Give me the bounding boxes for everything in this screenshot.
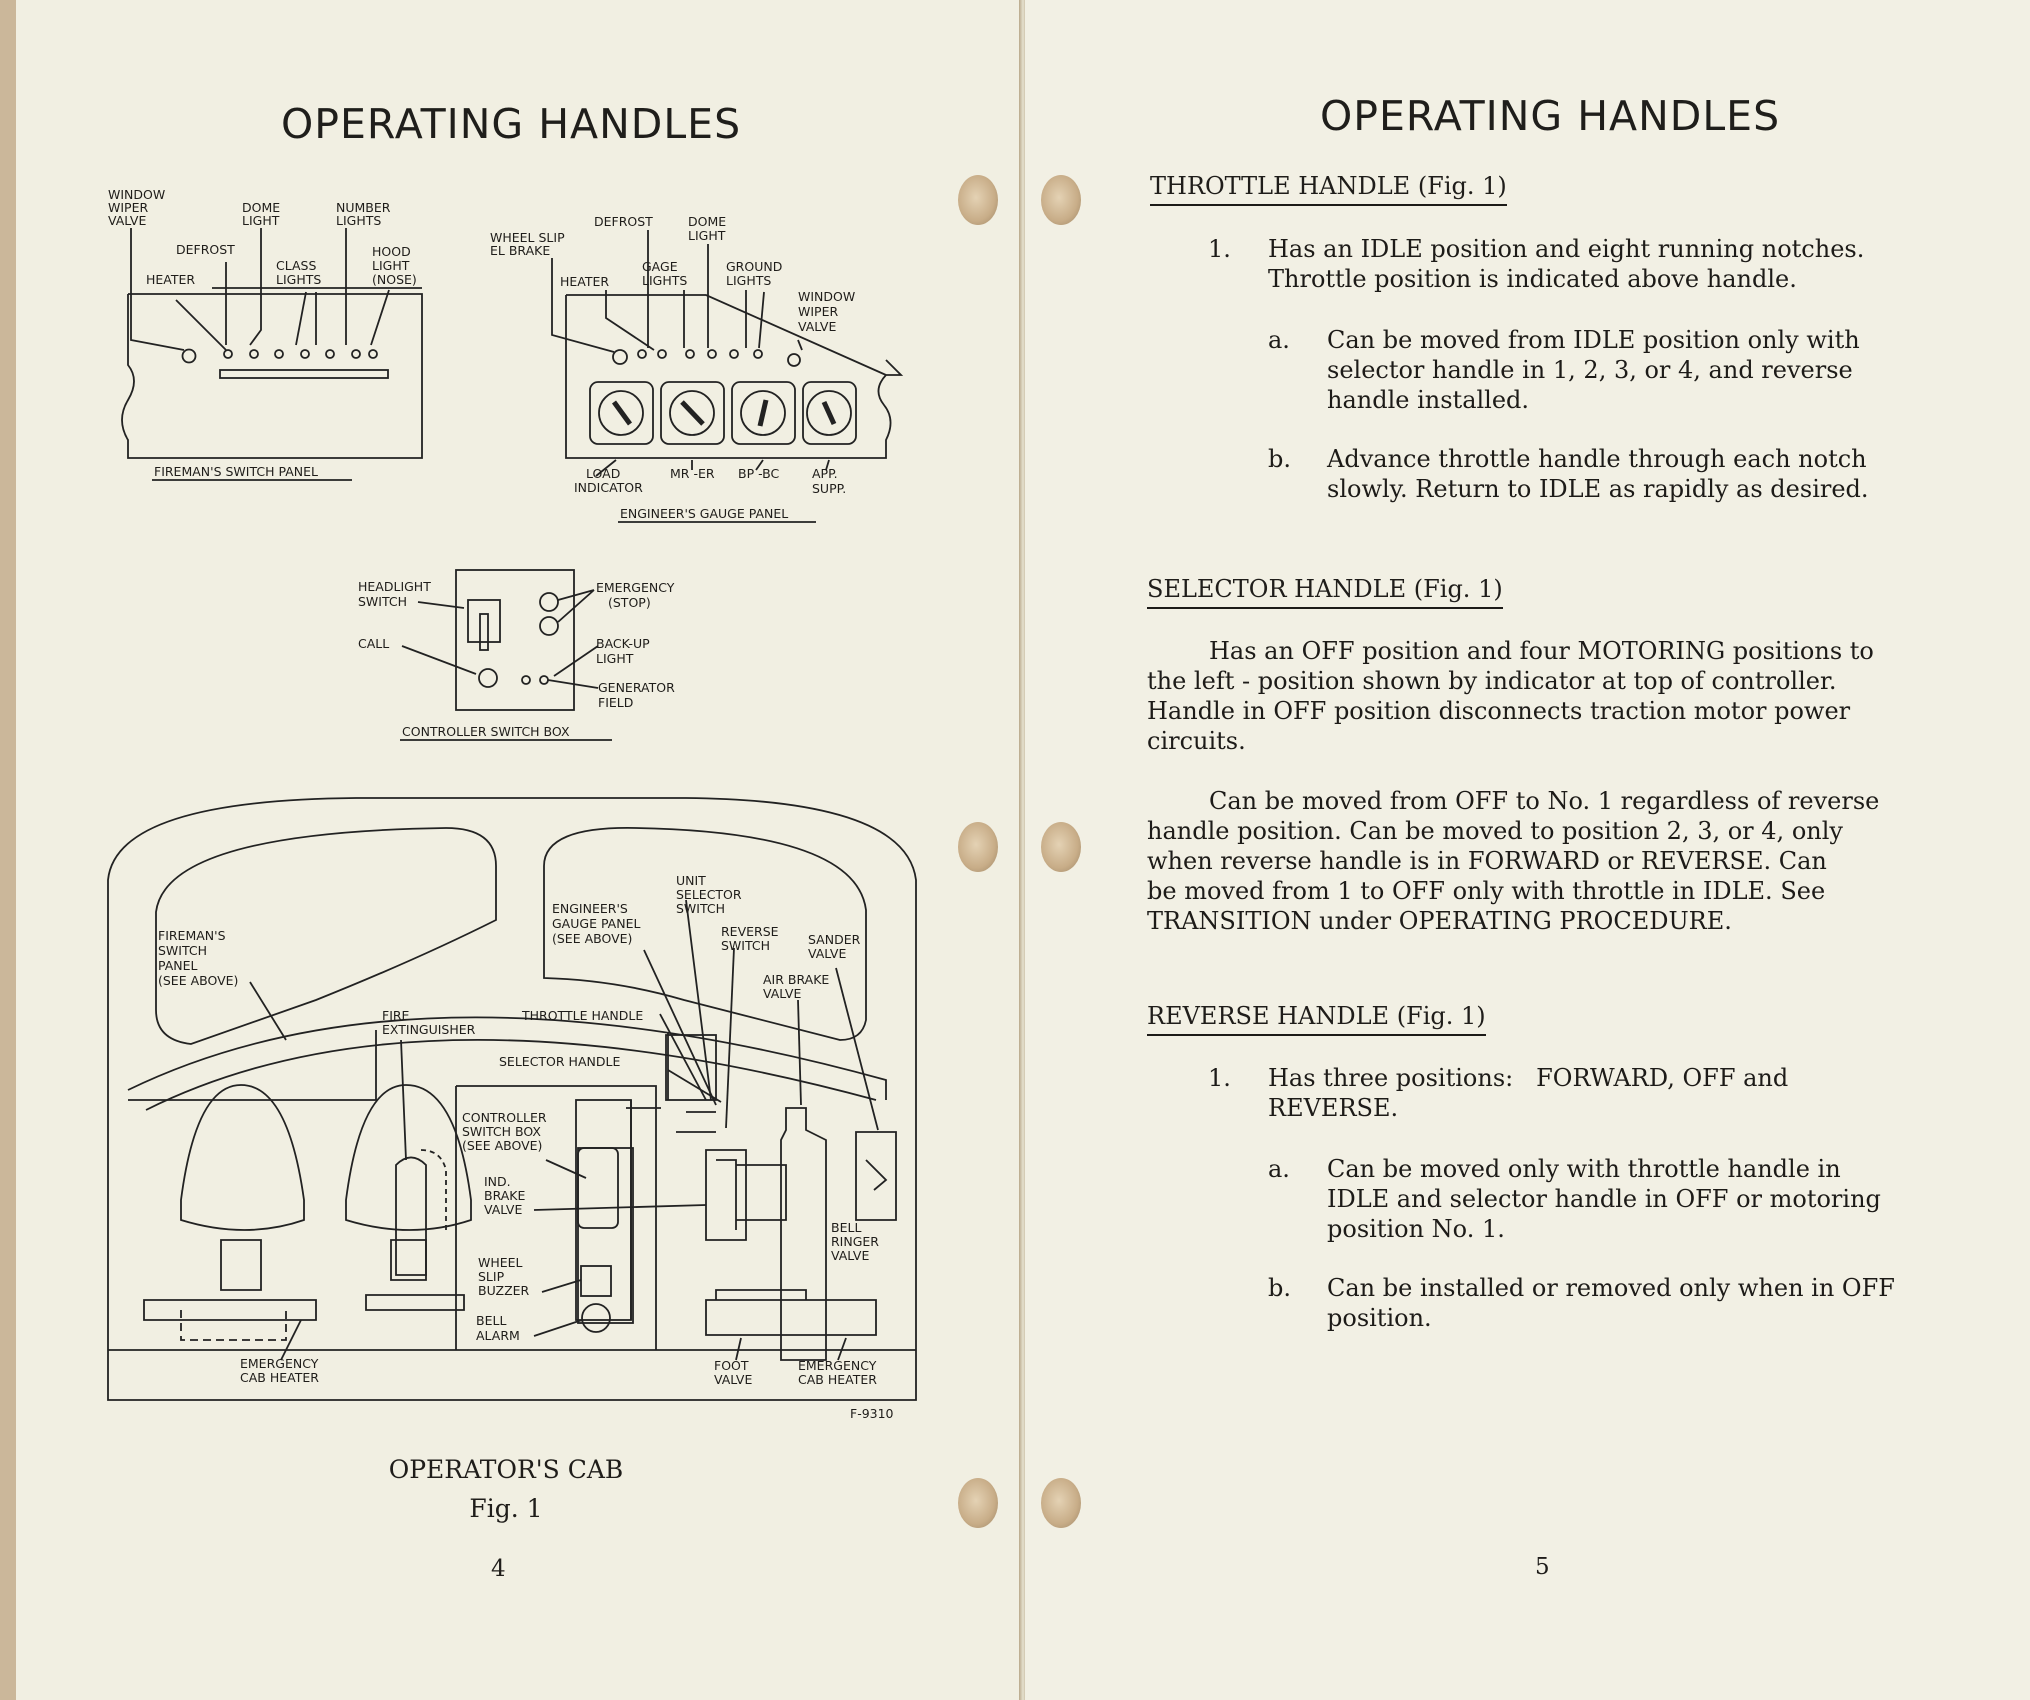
- reverse-handle-heading: REVERSE HANDLE (Fig. 1): [1147, 1002, 1486, 1036]
- cab-outline: [108, 798, 916, 1400]
- figure-id: F-9310: [850, 1406, 894, 1421]
- label-reverse-switch: REVERSE: [721, 924, 779, 939]
- svg-text:LIGHTS: LIGHTS: [726, 273, 772, 288]
- svg-text:(NOSE): (NOSE): [372, 272, 417, 287]
- svg-text:LIGHT: LIGHT: [596, 651, 634, 666]
- svg-text:SELECTOR: SELECTOR: [676, 887, 742, 902]
- label-selector-handle: SELECTOR HANDLE: [499, 1054, 621, 1069]
- svg-text:VALVE: VALVE: [714, 1372, 753, 1387]
- binder-hole: [958, 175, 998, 225]
- fireman-panel-outline: [122, 294, 422, 458]
- controller-handles: [626, 1108, 716, 1132]
- page-title-right: OPERATING HANDLES: [1320, 92, 1781, 140]
- label-heater-eng: HEATER: [560, 274, 610, 289]
- label-generator-field: GENERATOR: [598, 680, 675, 695]
- label-ind-brake-valve: IND.: [484, 1174, 511, 1189]
- svg-text:SWITCH: SWITCH: [721, 938, 771, 953]
- svg-text:CAB HEATER: CAB HEATER: [798, 1372, 877, 1387]
- label-backup-light: BACK-UP: [596, 636, 650, 651]
- svg-text:VALVE: VALVE: [798, 319, 837, 334]
- svg-text:SWITCH: SWITCH: [158, 943, 208, 958]
- gauges: [590, 382, 856, 444]
- label-gage-lights: GAGE: [642, 259, 678, 274]
- svg-text:VALVE: VALVE: [831, 1248, 870, 1263]
- throttle-handle-heading: THROTTLE HANDLE (Fig. 1): [1150, 172, 1507, 206]
- label-emergency-stop: EMERGENCY: [596, 580, 675, 595]
- label-defrost: DEFROST: [176, 242, 235, 257]
- label-window-wiper-valve: WINDOW: [108, 187, 166, 202]
- engineer-gauge-panel: [490, 214, 901, 522]
- right-page: OPERATING HANDLES THROTTLE HANDLE (Fig. 1) 1. Has an IDLE position and eight running notches. Throttle position is indicated above handle. a. Can be moved from IDLE position only with selector handle in 1, 2, 3, or 4, and reverse handle installed. b. Advance throttle handle through each notch slowly. Return to IDLE as rapidly as desired. SELECTOR HANDLE (Fig. 1) Has an OFF position and four MOTORING positions to the left - position shown by indicator at top of controller. Handle in OFF position disconnects traction motor power circuits. Can be moved from OFF to No. 1 regardless of reverse handle position. Can be moved to position 2, 3, or 4, only when reverse handle is in FORWARD or REVERSE. Can be moved from 1 to OFF only with throttle in IDLE. See TRANSITION under OPERATING PROCEDURE. REVERSE HANDLE (Fig. 1) 1. Has three positions: FORWARD, OFF and REVERSE. a. Can be moved only with throttle handle in IDLE and selector handle in OFF or motoring position No. 1. b. Can be installed or removed only when in OFF position. 5: [1025, 0, 2030, 1700]
- label-dome-light-eng: DOME: [688, 214, 727, 229]
- left-page: [16, 0, 1021, 1700]
- reverse-item-a: Can be moved only with throttle handle in IDLE and selector handle in OFF or motoring position No. 1.: [1327, 1155, 1881, 1243]
- fireman-panel-caption: FIREMAN'S SWITCH PANEL: [154, 464, 318, 479]
- controller-box-caption: CONTROLLER SWITCH BOX: [402, 724, 570, 739]
- binder-hole: [1041, 175, 1081, 225]
- label-bp-bc: BP -BC: [738, 466, 780, 481]
- svg-text:(STOP): (STOP): [608, 595, 651, 610]
- svg-text:LIGHT: LIGHT: [242, 213, 280, 228]
- label-throttle-handle: THROTTLE HANDLE: [522, 1008, 644, 1023]
- svg-text:(SEE ABOVE): (SEE ABOVE): [462, 1138, 543, 1153]
- svg-text:BUZZER: BUZZER: [478, 1283, 530, 1298]
- svg-text:PANEL: PANEL: [158, 958, 198, 973]
- label-wheel-slip: WHEEL SLIP: [490, 230, 565, 245]
- switch-bar: [220, 370, 388, 378]
- label-emergency-cab-heater-right: EMERGENCY: [798, 1358, 877, 1373]
- svg-text:FIELD: FIELD: [598, 695, 634, 710]
- label-ground-lights: GROUND: [726, 259, 783, 274]
- label-headlight-switch: HEADLIGHT: [358, 579, 431, 594]
- label-app-supp: APP.: [812, 466, 838, 481]
- label-dome-light: DOME: [242, 200, 281, 215]
- svg-text:LIGHTS: LIGHTS: [642, 273, 688, 288]
- label-number-lights: NUMBER: [336, 200, 391, 215]
- bell-ringer-valve: [856, 1132, 896, 1220]
- label-unit-selector-switch: UNIT: [676, 873, 706, 888]
- fireman-switch-panel: [108, 187, 422, 480]
- binder-hole: [1041, 822, 1081, 872]
- label-emergency-cab-heater-left: EMERGENCY: [240, 1356, 319, 1371]
- fireman-toggle-switches: [224, 350, 377, 358]
- svg-text:EXTINGUISHER: EXTINGUISHER: [382, 1022, 476, 1037]
- operators-cab-diagram: [16, 0, 1021, 1700]
- throttle-item-a: Can be moved from IDLE position only with selector handle in 1, 2, 3, or 4, and reverse handle installed.: [1327, 326, 1860, 414]
- svg-text:(SEE ABOVE): (SEE ABOVE): [158, 973, 239, 988]
- page-number-left: 4: [491, 1556, 506, 1582]
- air-brake-stand: [781, 1108, 826, 1360]
- bell-alarm: [582, 1304, 610, 1332]
- svg-text:WIPER: WIPER: [108, 200, 149, 215]
- binder-hole: [1041, 1478, 1081, 1528]
- selector-paragraph-1: Has an OFF position and four MOTORING positions to: [1209, 637, 1874, 665]
- fire-extinguisher: [396, 1158, 426, 1276]
- fireman-indicator-light: [183, 350, 196, 363]
- page-title-left: OPERATING HANDLES: [281, 100, 742, 148]
- label-wheel-slip-buzzer: WHEEL: [478, 1255, 523, 1270]
- ind-brake-valve: [706, 1150, 746, 1240]
- svg-text:RINGER: RINGER: [831, 1234, 879, 1249]
- label-window-wiper-eng: WINDOW: [798, 289, 856, 304]
- label-foot-valve: FOOT: [714, 1358, 749, 1373]
- engineer-toggle-switches: [638, 350, 762, 358]
- svg-text:LIGHT: LIGHT: [372, 258, 410, 273]
- label-mr-er: MR -ER: [670, 466, 715, 481]
- svg-text:WIPER: WIPER: [798, 304, 839, 319]
- label-sander-valve: SANDER: [808, 932, 861, 947]
- svg-text:EL BRAKE: EL BRAKE: [490, 243, 551, 258]
- figure-caption: OPERATOR'S CAB: [388, 1455, 624, 1484]
- label-heater: HEATER: [146, 272, 196, 287]
- svg-text:SLIP: SLIP: [478, 1269, 505, 1284]
- reverse-item-1: Has three positions: FORWARD, OFF and REVERSE.: [1268, 1064, 1789, 1122]
- headlight-switch: [468, 600, 500, 642]
- svg-text:INDICATOR: INDICATOR: [574, 480, 643, 495]
- label-class-lights: CLASS: [276, 258, 317, 273]
- selector-paragraph-2: Can be moved from OFF to No. 1 regardless of reverse: [1209, 787, 1880, 815]
- binder-hole: [958, 822, 998, 872]
- throttle-item-b: Advance throttle handle through each notch slowly. Return to IDLE as rapidly as desired.: [1327, 445, 1869, 503]
- svg-text:LIGHT: LIGHT: [688, 228, 726, 243]
- label-hood-light: HOOD: [372, 244, 411, 259]
- label-load-indicator: LOAD: [586, 466, 621, 481]
- svg-text:(SEE ABOVE): (SEE ABOVE): [552, 931, 633, 946]
- svg-text:SWITCH: SWITCH: [676, 901, 726, 916]
- controller-box-outline: [456, 570, 574, 710]
- figure-number: Fig. 1: [469, 1494, 543, 1523]
- selector-handle-heading: SELECTOR HANDLE (Fig. 1): [1147, 575, 1503, 609]
- svg-text:CAB HEATER: CAB HEATER: [240, 1370, 319, 1385]
- binder-hole: [958, 1478, 998, 1528]
- svg-text:VALVE: VALVE: [484, 1202, 523, 1217]
- foot-valve: [706, 1290, 876, 1335]
- controller-switch-box: [358, 570, 675, 740]
- label-defrost-eng: DEFROST: [594, 214, 653, 229]
- engineer-panel-outline: [566, 295, 901, 458]
- svg-text:LIGHTS: LIGHTS: [276, 272, 322, 287]
- svg-text:VALVE: VALVE: [808, 946, 847, 961]
- svg-text:SWITCH: SWITCH: [358, 594, 408, 609]
- label-fire-extinguisher: FIRE: [382, 1008, 410, 1023]
- svg-text:GAUGE PANEL: GAUGE PANEL: [552, 916, 641, 931]
- label-bell-alarm: BELL: [476, 1313, 507, 1328]
- svg-text:SWITCH BOX: SWITCH BOX: [462, 1124, 541, 1139]
- label-bell-ringer-valve: BELL: [831, 1220, 862, 1235]
- throttle-item-1: Has an IDLE position and eight running notches. Throttle position is indicated above handle.: [1268, 235, 1865, 293]
- label-controller-switch-box: CONTROLLER: [462, 1110, 547, 1125]
- svg-text:LIGHTS: LIGHTS: [336, 213, 382, 228]
- wheel-slip-buzzer: [581, 1266, 611, 1296]
- svg-text:SUPP.: SUPP.: [812, 481, 847, 496]
- label-air-brake-valve: AIR BRAKE: [763, 972, 830, 987]
- engineer-panel-caption: ENGINEER'S GAUGE PANEL: [620, 506, 789, 521]
- page-number-right: 5: [1535, 1554, 1550, 1580]
- svg-text:ALARM: ALARM: [476, 1328, 520, 1343]
- fireman-seat: [181, 1085, 304, 1230]
- svg-text:VALVE: VALVE: [763, 986, 802, 1001]
- cab-drawing: [108, 798, 916, 1421]
- reverse-item-b: Can be installed or removed only when in OFF position.: [1327, 1274, 1895, 1332]
- label-engineer-gauge-panel: ENGINEER'S: [552, 901, 628, 916]
- svg-text:BRAKE: BRAKE: [484, 1188, 526, 1203]
- label-call: CALL: [358, 636, 390, 651]
- svg-text:VALVE: VALVE: [108, 213, 147, 228]
- label-fireman-switch-panel: FIREMAN'S: [158, 928, 226, 943]
